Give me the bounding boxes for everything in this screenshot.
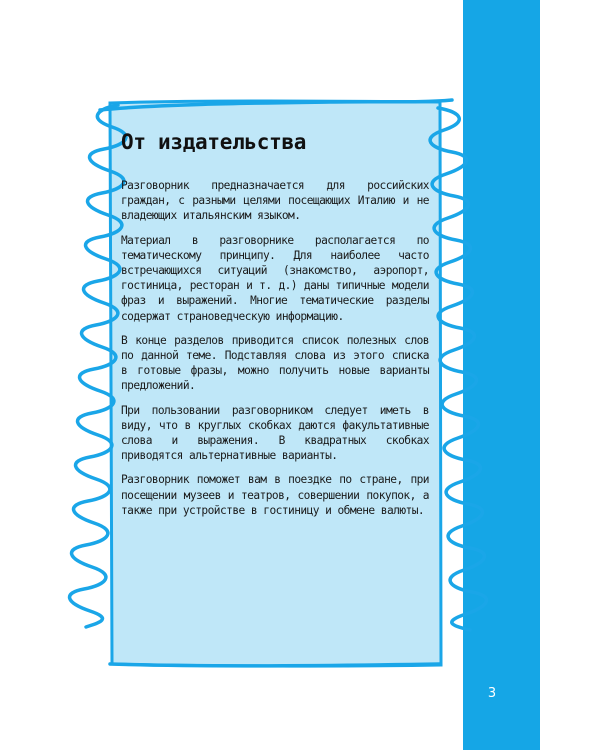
paragraph-usage: Разговорник поможет вам в поездке по стране, при посещении музеев и театров, совершении покупок, а также при устройстве в гостиницу и обмене валюты.	[121, 473, 429, 517]
page-number: 3	[487, 686, 497, 701]
page-title: От издательства	[121, 130, 307, 154]
paragraph-brackets: При пользовании разговорником следует иметь в виду, что в круглых скобках даются факультативные слова и выражения. В квадратных скобках приводятся альтернативные варианты.	[121, 403, 429, 463]
paragraph-material: Материал в разговорнике располагается по тематическому принципу. Для наиболее часто встречающихся ситуаций (знакомство, аэропорт, гостиница, ресторан и т. д.) даны типичные модели фраз и выражений. Многие тематические разделы содержат страноведческую информацию.	[121, 233, 429, 323]
paragraph-word-lists: В конце разделов приводится список полезных слов по данной теме. Подставляя слова из этого списка в готовые фразы, можно получить новые варианты предложений.	[121, 333, 429, 393]
paragraph-intro: Разговорник предназначается для российских граждан, с разными целями посещающих Италию и не владеющих итальянским языком.	[121, 179, 429, 223]
card-content	[121, 130, 429, 527]
card-bottom-stroke	[110, 664, 440, 666]
